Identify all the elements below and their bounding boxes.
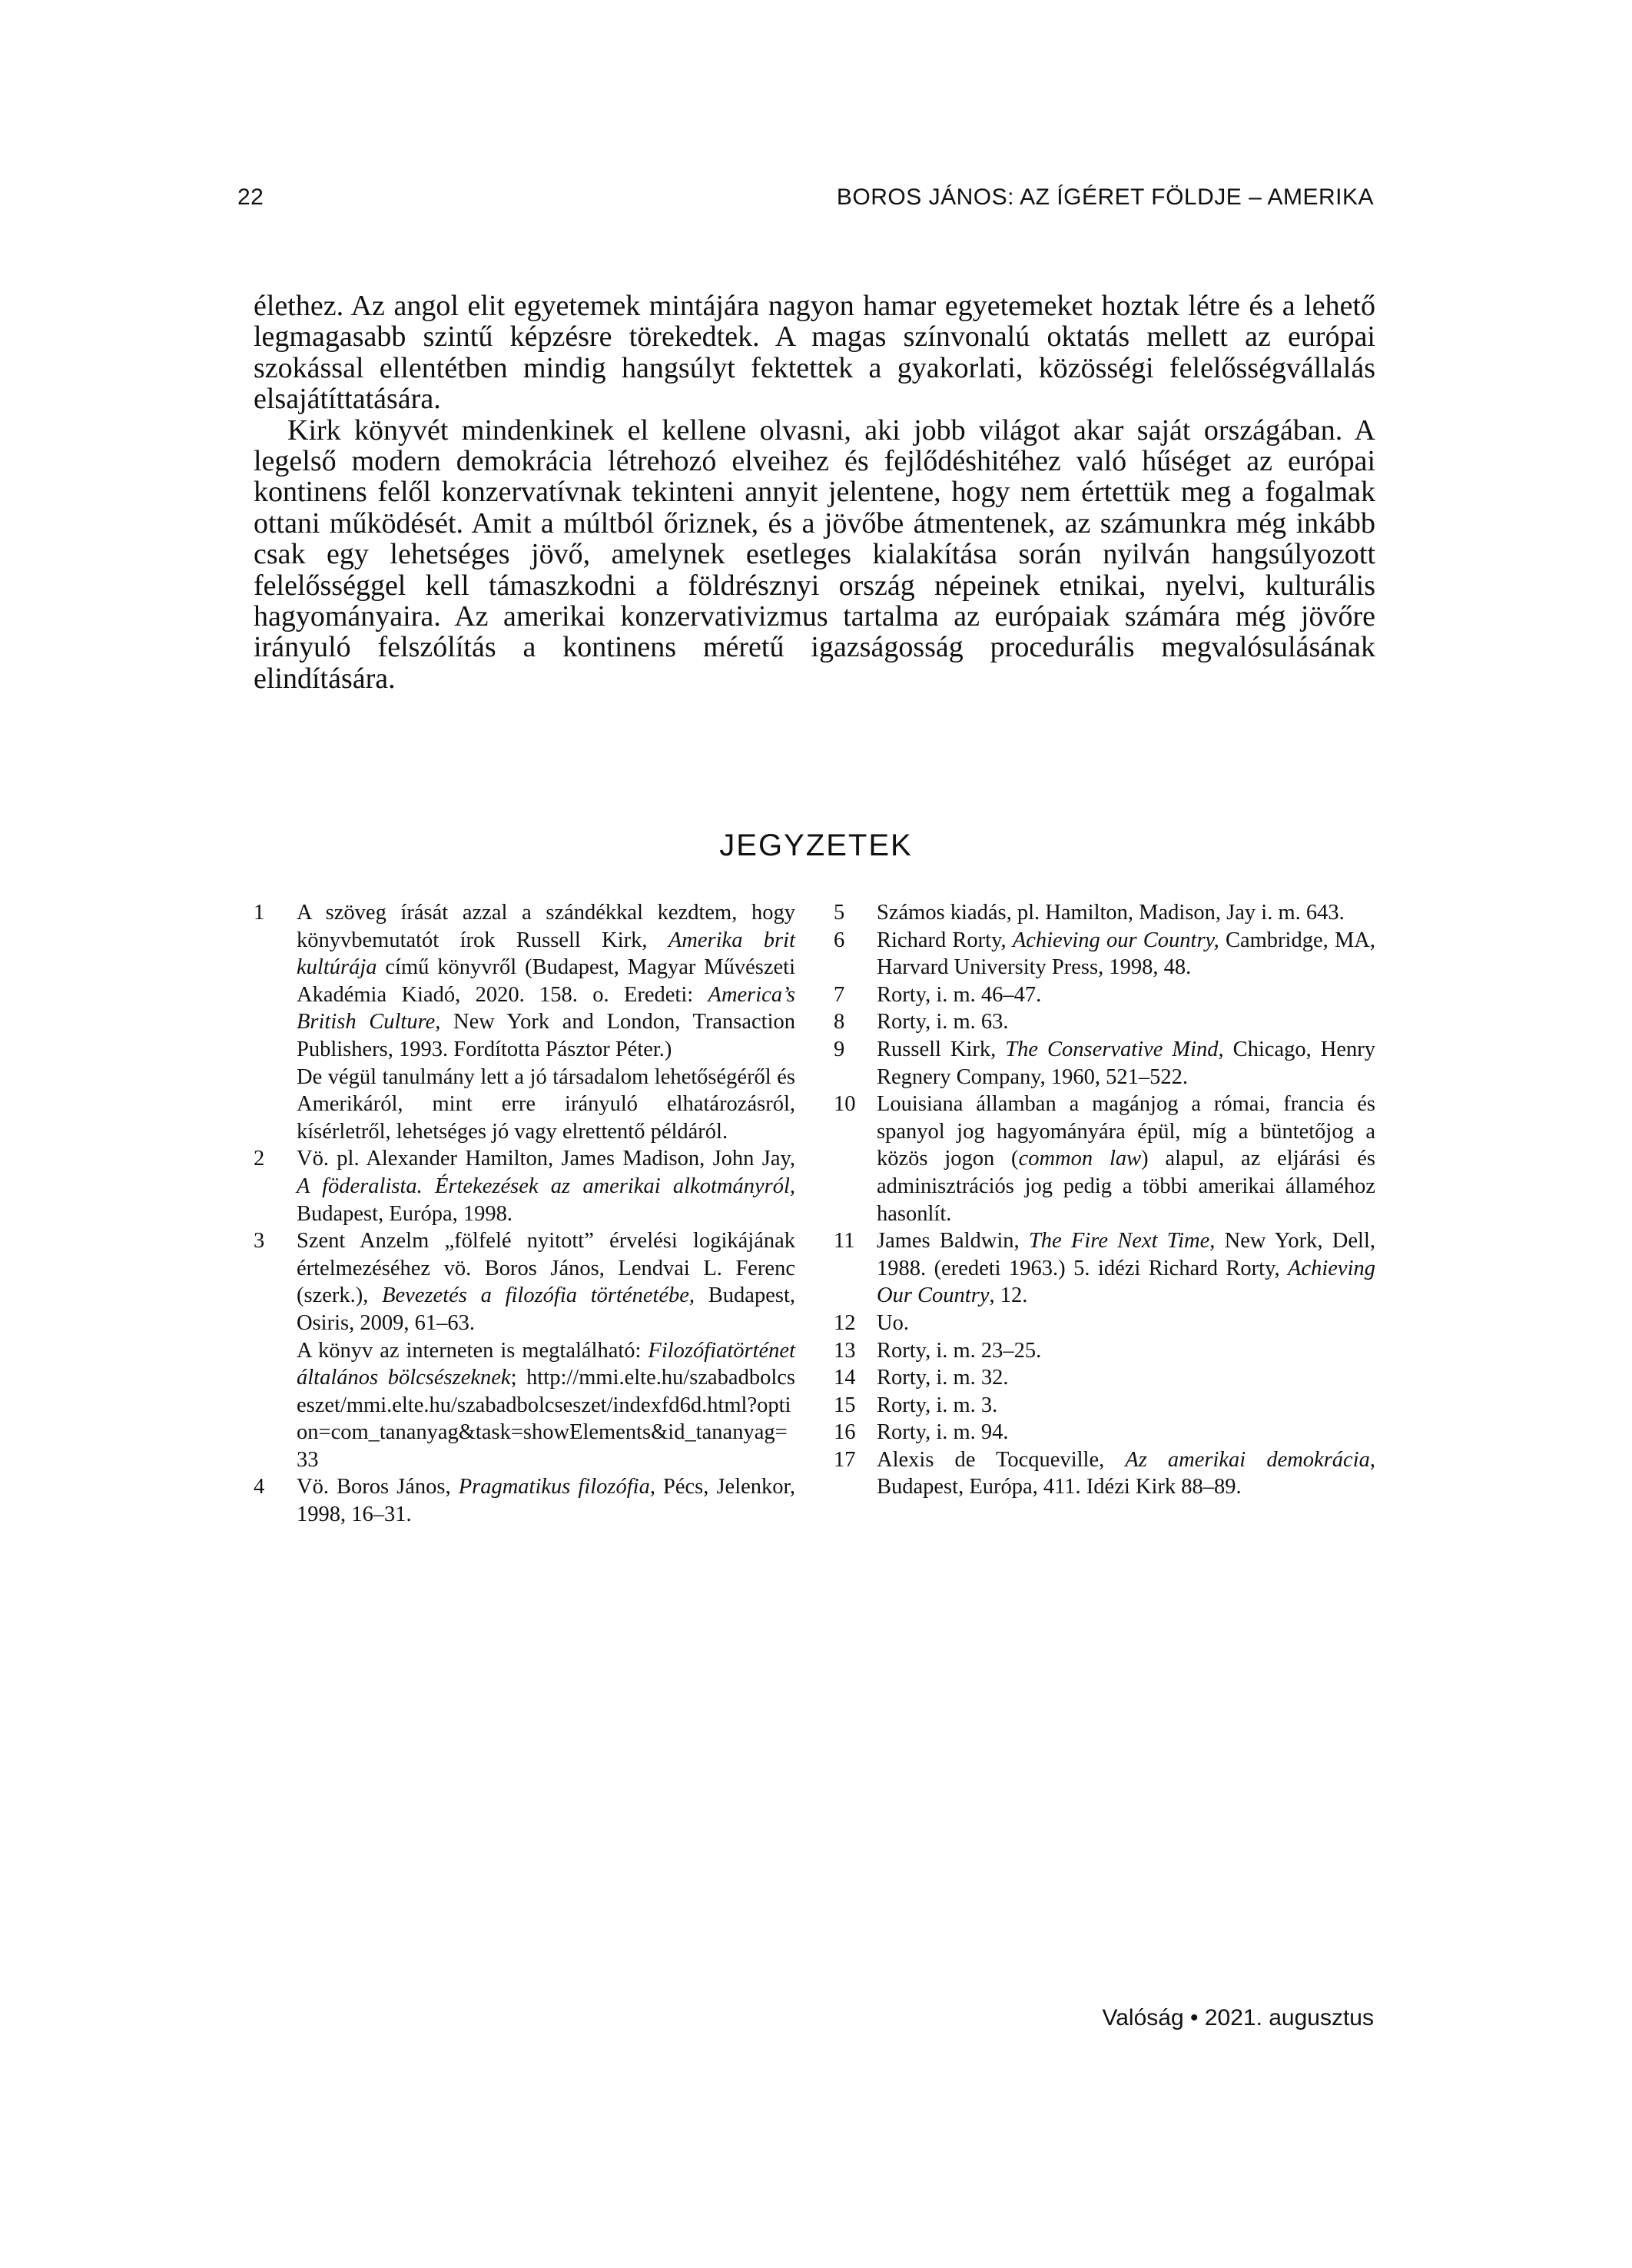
- note-text: [297, 1145, 795, 1227]
- note-text: [877, 1446, 1375, 1501]
- note-item: [834, 1337, 1375, 1365]
- notes-column-right: [834, 899, 1375, 1529]
- note-text: [877, 1008, 1375, 1036]
- note-span: Budapest, Európa, 411. Idézi Kirk 88–89.: [877, 1475, 1242, 1499]
- note-span: Budapest, Osiris, 2009, 61–63.: [297, 1283, 795, 1335]
- note-paragraph: [877, 1036, 1375, 1091]
- note-item: [834, 1091, 1375, 1227]
- note-paragraph: Rorty, i. m. 23–25.: [877, 1338, 1042, 1363]
- note-number: 11: [834, 1229, 855, 1254]
- note-italic: The Conservative Mind,: [1005, 1037, 1224, 1061]
- note-paragraph: [297, 1145, 795, 1227]
- note-span: James Baldwin,: [877, 1229, 1029, 1254]
- note-paragraph: [877, 1091, 1375, 1227]
- note-span: Cambridge, MA, Harvard University Press, 1998, 48.: [877, 928, 1375, 980]
- note-italic: Bevezetés a filozófia történetébe,: [382, 1283, 695, 1308]
- note-span: New York, Dell, 1988. (eredeti 1963.) 5. idézi Richard Rorty,: [877, 1229, 1375, 1280]
- note-paragraph: [297, 1337, 795, 1474]
- note-item: [254, 1227, 795, 1473]
- note-span: A szöveg írását azzal a szándékkal kezdtem, hogy könyvbemutatót írok Russell Kirk,: [297, 901, 795, 952]
- note-number: 15: [834, 1393, 856, 1417]
- note-item: [834, 1419, 1375, 1446]
- note-paragraph: De végül tanulmány lett a jó társadalom lehetőségéről és Amerikáról, mint erre irányuló elhatározásról, kísérletről, lehetséges jó vagy elrettentő példáról.: [297, 1064, 795, 1144]
- note-italic: Az amerikai demokrácia,: [1125, 1447, 1375, 1472]
- note-span: Vö. Boros János,: [297, 1475, 459, 1499]
- body-paragraph-2: Kirk könyvét mindenkinek el kellene olvasni, aki jobb világot akar saját országában. A legelső modern demokrácia létrehozó elveihez és fejlődéshitéhez való hűséget az európai kontinens felől konzervatívnak tekinteni annyit jelentene, hogy nem értettük meg a fogalmak ottani működését. Amit a múltból őriznek, és a jövőbe átmentenek, az számunkra még inkább csak egy lehetséges jövő, amelynek esetleges kialakítása során nyilván hangsúlyozott felelősséggel kell támaszkodni a földrésznyi ország népeinek etnikai, nyelvi, kulturális hagyományaira. Az amerikai konzervativizmus tartalma az európaiak számára még jövőre irányuló felszólítás a kontinens méretű igazságosság procedurális megvalósulásának elindítására.: [254, 413, 1375, 695]
- note-number: 4: [254, 1475, 265, 1499]
- note-item: [254, 1473, 795, 1528]
- note-paragraph: Számos kiadás, pl. Hamilton, Madison, Jay i. m. 643.: [877, 901, 1345, 925]
- note-paragraph: Rorty, i. m. 46–47.: [877, 982, 1042, 1007]
- notes-section: [254, 899, 1375, 1529]
- body-text: [254, 291, 1375, 694]
- note-italic: Achieving our Country,: [1012, 928, 1219, 952]
- note-paragraph: [297, 1473, 795, 1528]
- note-paragraph: Uo.: [877, 1310, 909, 1335]
- note-number: 7: [834, 982, 845, 1007]
- note-text: [877, 899, 1375, 927]
- note-number: 9: [834, 1037, 845, 1061]
- note-span: című könyvről (Budapest, Magyar Művészeti Akadémia Kiadó, 2020. 158. o. Eredeti:: [297, 955, 795, 1007]
- note-number: 13: [834, 1338, 856, 1363]
- note-italic: common law: [1018, 1147, 1142, 1171]
- note-text: [877, 1310, 1375, 1337]
- note-paragraph: [297, 1227, 795, 1337]
- note-item: [254, 899, 795, 1145]
- note-paragraph: Rorty, i. m. 32.: [877, 1366, 1009, 1390]
- note-paragraph: Rorty, i. m. 63.: [877, 1010, 1009, 1034]
- note-italic: A föderalista. Értekezések az amerikai alkotmányról,: [297, 1174, 795, 1198]
- note-italic: The Fire Next Time,: [1028, 1229, 1216, 1254]
- note-span: Vö. pl. Alexander Hamilton, James Madison, John Jay,: [297, 1147, 795, 1171]
- note-text: [877, 927, 1375, 981]
- note-number: 5: [834, 901, 845, 925]
- note-text: [297, 1227, 795, 1473]
- note-item: [834, 1036, 1375, 1091]
- note-paragraph: [877, 927, 1375, 981]
- note-text: [297, 1473, 795, 1528]
- note-text: [877, 1392, 1375, 1420]
- note-item: [834, 1364, 1375, 1392]
- note-italic: Amerika brit kultúrája: [297, 928, 795, 980]
- body-paragraph-1: élethez. Az angol elit egyetemek mintájára nagyon hamar egyetemeket hoztak létre és a lehető legmagasabb szintű képzésre törekedtek. A magas színvonalú oktatás mellett az európai szokással ellentétben mindig hangsúlyt fektettek a gyakorlati, közösségi felelősségvállalás elsajátíttatására.: [254, 290, 1375, 416]
- page-footer: Valóság • 2021. augusztus: [1102, 2005, 1374, 2031]
- note-item: [834, 927, 1375, 981]
- note-span: ) alapul, az eljárási és adminisztrációs jog pedig a többi amerikai államéhoz hasonlít.: [877, 1147, 1376, 1226]
- note-number: 6: [834, 928, 845, 952]
- note-number: 1: [254, 901, 265, 925]
- note-item: [834, 981, 1375, 1009]
- note-number: 10: [834, 1092, 856, 1117]
- note-number: 12: [834, 1310, 856, 1335]
- note-item: [254, 1145, 795, 1227]
- note-item: [834, 1310, 1375, 1337]
- note-paragraph: Rorty, i. m. 3.: [877, 1393, 998, 1417]
- note-item: [834, 1392, 1375, 1420]
- note-number: 17: [834, 1447, 856, 1472]
- note-italic: Achieving Our Country: [877, 1256, 1375, 1308]
- note-italic: Filozófiatörténet általános bölcsészeknek: [297, 1338, 795, 1390]
- page-number: 22: [237, 184, 264, 210]
- note-span: Pécs, Jelenkor, 1998, 16–31.: [297, 1475, 795, 1527]
- note-paragraph: [877, 1446, 1375, 1501]
- note-paragraph: Rorty, i. m. 94.: [877, 1420, 1009, 1445]
- note-number: 2: [254, 1147, 265, 1171]
- note-text: [877, 1337, 1375, 1365]
- note-span: Szent Anzelm „fölfelé nyitott” érvelési logikájának értelmezéséhez vö. Boros János, Lendvai L. Ferenc (szerk.),: [297, 1229, 795, 1308]
- note-item: [834, 899, 1375, 927]
- note-span: Louisiana államban a magánjog a római, francia és spanyol jog hagyományára épül, míg a büntetőjog a közös jogon (: [877, 1092, 1375, 1171]
- note-item: [834, 1227, 1375, 1310]
- note-span: , 12.: [989, 1283, 1028, 1308]
- note-text: [877, 981, 1375, 1009]
- note-text: [297, 899, 795, 1145]
- notes-heading: JEGYZETEK: [719, 829, 913, 862]
- note-span: Budapest, Európa, 1998.: [297, 1201, 512, 1226]
- note-span: New York and London, Transaction Publishers, 1993. Fordította Pásztor Péter.): [297, 1010, 795, 1061]
- note-span: Richard Rorty,: [877, 928, 1013, 952]
- note-url: ; http://mmi.elte.hu/szabadbolcseszet/mmi.elte.hu/szabadbolcseszet/indexfd6d.html?option=com_tananyag&task=showElements&id_tananyag=33: [297, 1366, 795, 1472]
- note-item: [834, 1446, 1375, 1501]
- note-number: 3: [254, 1229, 265, 1254]
- note-number: 14: [834, 1366, 856, 1390]
- note-number: 8: [834, 1010, 845, 1034]
- notes-column-left: [254, 899, 795, 1529]
- running-head: [237, 184, 1374, 211]
- running-title: BOROS JÁNOS: AZ ÍGÉRET FÖLDJE – AMERIKA: [836, 184, 1374, 210]
- note-text: [877, 1364, 1375, 1392]
- note-number: 16: [834, 1420, 856, 1445]
- note-italic: America’s British Culture,: [297, 982, 795, 1034]
- note-span: Russell Kirk,: [877, 1037, 1006, 1061]
- note-span: A könyv az interneten is megtalálható:: [297, 1338, 648, 1363]
- note-text: [877, 1091, 1375, 1227]
- note-text: [877, 1227, 1375, 1310]
- note-span: Alexis de Tocqueville,: [877, 1447, 1126, 1472]
- note-paragraph: [297, 899, 795, 1064]
- note-text: [877, 1419, 1375, 1446]
- note-paragraph: [877, 1227, 1375, 1310]
- note-span: Chicago, Henry Regnery Company, 1960, 521–522.: [877, 1037, 1375, 1089]
- note-text: [877, 1036, 1375, 1091]
- note-italic: Pragmatikus filozófia,: [458, 1475, 655, 1499]
- note-item: [834, 1008, 1375, 1036]
